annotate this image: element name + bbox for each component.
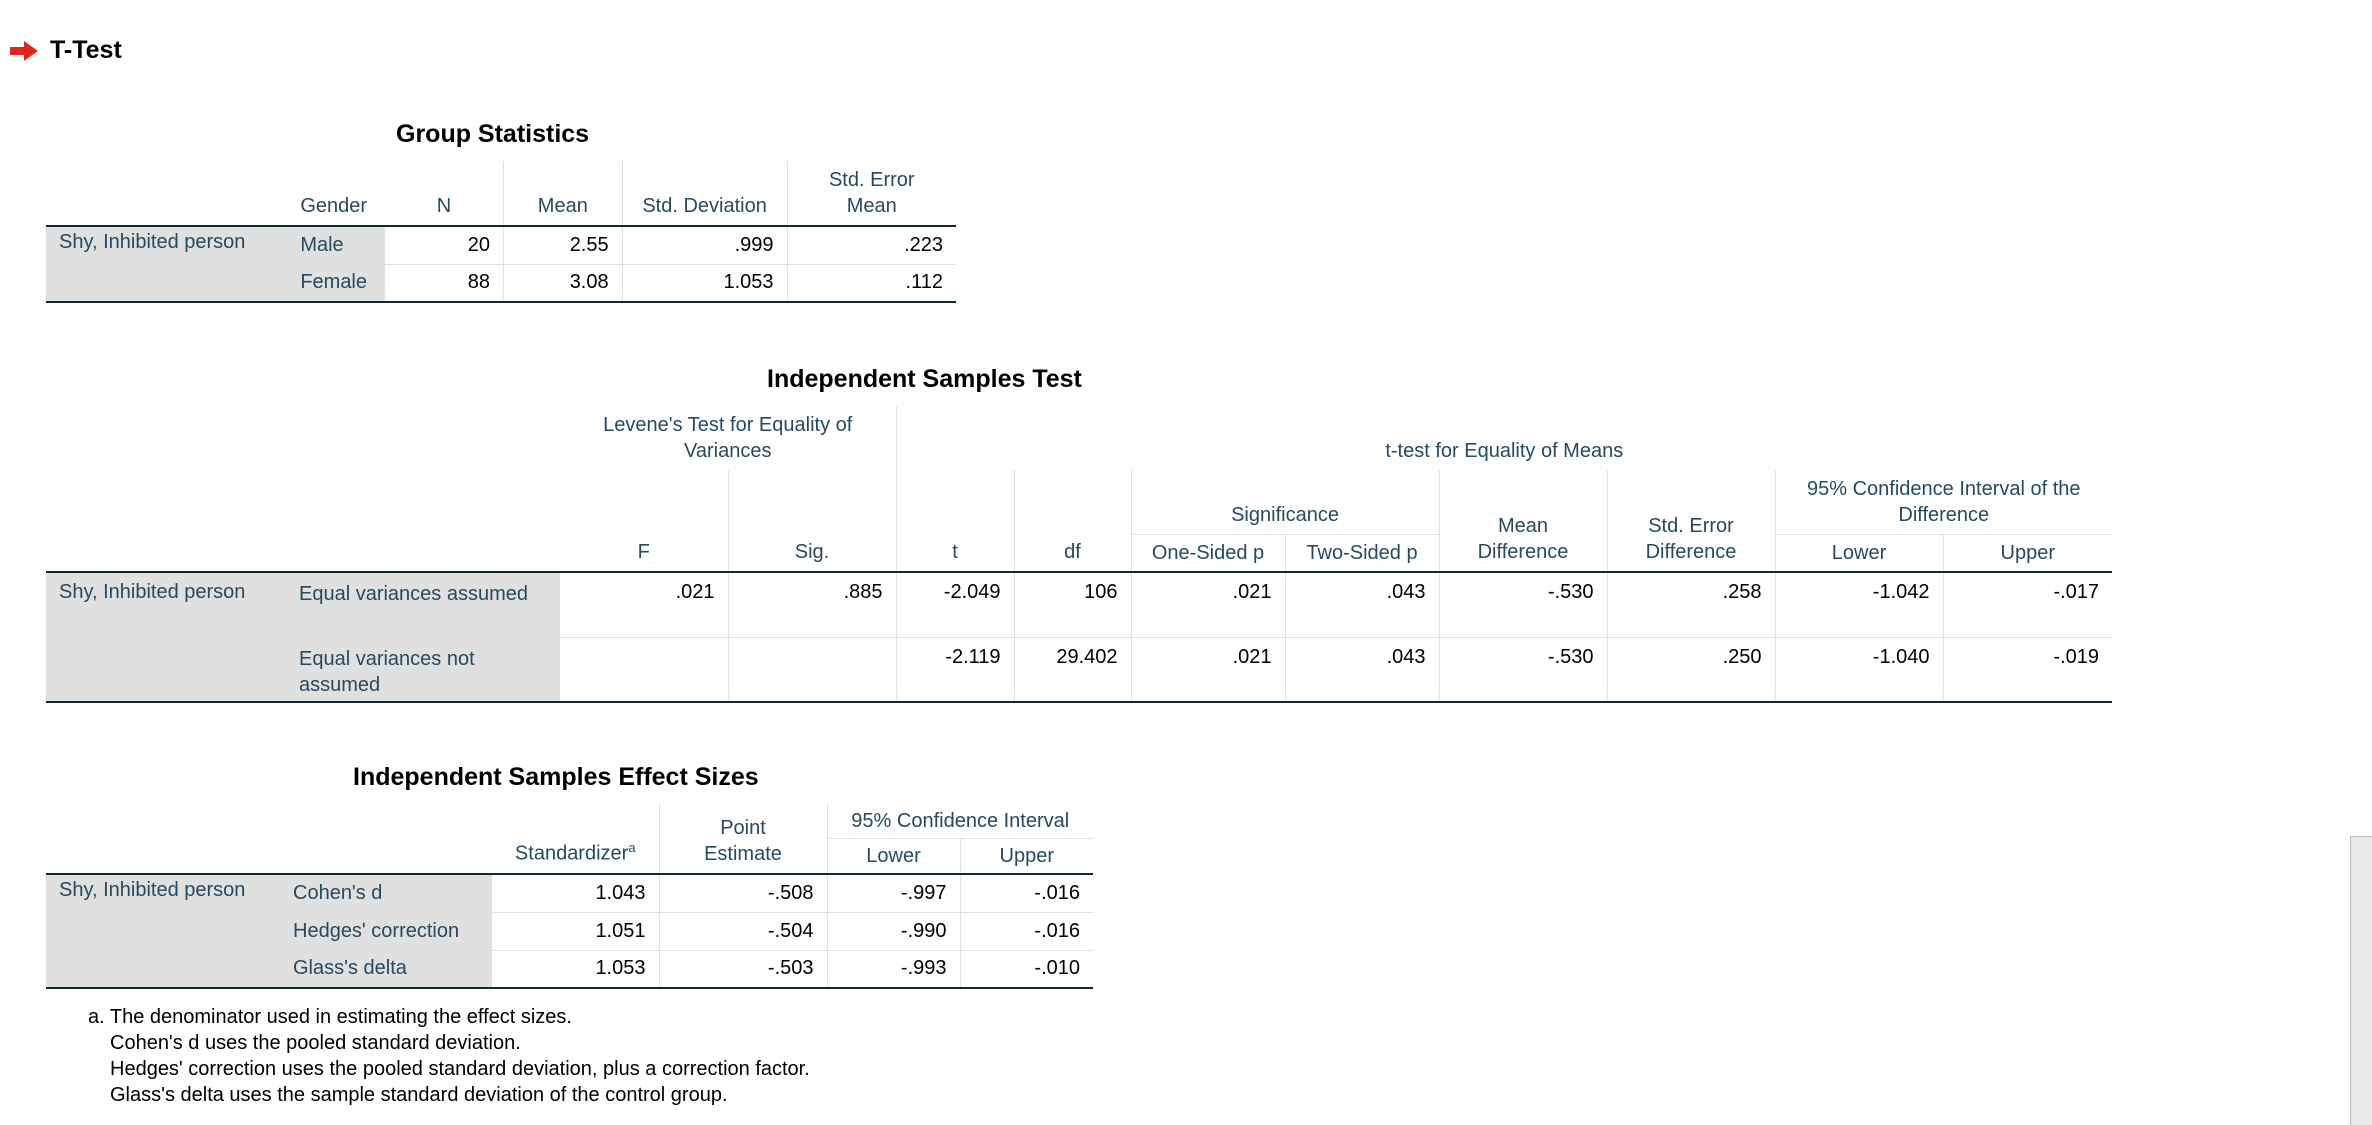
footnote-line: Hedges' correction uses the pooled standard deviation, plus a correction factor.	[110, 1058, 810, 1080]
f-value[interactable]: .021	[560, 572, 728, 637]
point-estimate-value[interactable]: -.504	[659, 912, 827, 950]
footnote-line: Glass's delta uses the sample standard deviation of the control group.	[110, 1084, 728, 1106]
ci-upper-value[interactable]: -.016	[960, 874, 1093, 912]
variable-label: Shy, Inhibited person	[46, 874, 280, 988]
standardizer-value[interactable]: 1.053	[595, 957, 646, 980]
independent-samples-test-table[interactable]	[46, 406, 2112, 703]
ci-lower-value[interactable]: -.990	[827, 912, 960, 950]
output-heading[interactable]	[10, 36, 122, 65]
group-statistics-table[interactable]	[46, 161, 956, 303]
std-deviation-header: Std. Deviation	[622, 161, 787, 226]
df-value[interactable]: 106	[1014, 572, 1131, 637]
effect-sizes-title: Independent Samples Effect Sizes	[353, 763, 759, 791]
n-value[interactable]: 20	[385, 226, 504, 264]
sig-value[interactable]	[728, 637, 896, 702]
se-value[interactable]: .112	[787, 264, 956, 302]
t-test-header: t-test for Equality of Means	[1385, 440, 1624, 462]
two-sided-p-header: Two-Sided p	[1285, 534, 1439, 572]
effect-sizes-table[interactable]	[46, 804, 1093, 989]
upper-header: Upper	[999, 844, 1054, 867]
point-estimate-header: Point Estimate	[659, 804, 827, 874]
standardizer-value[interactable]: 1.051	[492, 912, 659, 950]
independent-samples-test-title: Independent Samples Test	[767, 365, 1082, 393]
row-label-cohens-d: Cohen's d	[280, 874, 492, 912]
group-label-male: Male	[287, 226, 385, 264]
mean-value[interactable]: 2.55	[503, 226, 622, 264]
se-value[interactable]: .223	[787, 226, 956, 264]
df-header: df	[1014, 470, 1131, 572]
row-label-equal-variances-assumed: Equal variances assumed	[286, 572, 560, 637]
lower-header: Lower	[1775, 534, 1943, 572]
red-arrow-icon	[10, 41, 38, 61]
df-value[interactable]: 29.402	[1014, 637, 1131, 702]
sd-value[interactable]: 1.053	[622, 264, 787, 302]
significance-header: Significance	[1131, 470, 1439, 534]
f-value[interactable]	[560, 637, 728, 702]
f-header: F	[560, 470, 728, 572]
sig-value[interactable]: .885	[728, 572, 896, 637]
empty-corner	[46, 804, 492, 874]
vertical-scrollbar[interactable]	[2350, 836, 2372, 1125]
mean-difference-header: Mean Difference	[1439, 470, 1607, 572]
lower-header: Lower	[827, 838, 960, 874]
sd-value[interactable]: .999	[622, 226, 787, 264]
point-estimate-value[interactable]: -.508	[659, 874, 827, 912]
one-sided-p-value[interactable]: .021	[1131, 572, 1285, 637]
empty-corner	[46, 161, 287, 226]
n-value[interactable]: 88	[385, 264, 504, 302]
gender-header: Gender	[300, 195, 368, 217]
n-header: N	[385, 161, 504, 226]
heading-title: T-Test	[50, 36, 122, 64]
ci-upper-value[interactable]: -.019	[1943, 637, 2112, 702]
ci-lower-value[interactable]: -.993	[827, 950, 960, 988]
mean-difference-value[interactable]: -.530	[1439, 637, 1607, 702]
row-label-glass-delta: Glass's delta	[280, 950, 492, 988]
std-error-mean-header: Std. Error Mean	[828, 169, 915, 217]
group-label-female: Female	[287, 264, 385, 302]
row-label-equal-variances-not-assumed: Equal variances not assumed	[286, 637, 560, 702]
ci-upper-value[interactable]: -.017	[1943, 572, 2112, 637]
standardizer-header: Standardizer$^a$	[492, 804, 659, 874]
standardizer-value[interactable]: 1.043	[492, 874, 659, 912]
upper-header: Upper	[2000, 541, 2056, 564]
two-sided-p-value[interactable]: .043	[1285, 637, 1439, 702]
mean-header: Mean	[503, 161, 622, 226]
t-value[interactable]: -2.049	[896, 572, 1014, 637]
sig-header: Sig.	[728, 470, 896, 572]
ci-lower-value[interactable]: -.997	[827, 874, 960, 912]
ci-lower-value[interactable]: -1.040	[1775, 637, 1943, 702]
ci-upper-value[interactable]: -.010	[960, 950, 1093, 988]
footnote-line: a. The denominator used in estimating the effect sizes.	[88, 1006, 572, 1028]
effect-sizes-footnote	[88, 1004, 810, 1108]
footnote-marker: a	[628, 840, 636, 856]
confidence-interval-header: 95% Confidence Interval of the Difference	[1775, 470, 2112, 534]
levene-test-header: Levene's Test for Equality of Variances	[560, 406, 896, 470]
variable-label: Shy, Inhibited person	[46, 226, 287, 302]
ci-lower-value[interactable]: -1.042	[1775, 572, 1943, 637]
one-sided-p-header: One-Sided p	[1131, 534, 1285, 572]
t-header: t	[896, 470, 1014, 572]
ci-upper-value[interactable]: -.016	[960, 912, 1093, 950]
t-value[interactable]: -2.119	[896, 637, 1014, 702]
std-error-difference-value[interactable]: .258	[1607, 572, 1775, 637]
mean-difference-value[interactable]: -.530	[1439, 572, 1607, 637]
empty-corner	[46, 406, 560, 572]
confidence-interval-header: 95% Confidence Interval	[827, 804, 1093, 838]
mean-value[interactable]: 3.08	[503, 264, 622, 302]
std-error-difference-header: Std. Error Difference	[1607, 470, 1775, 572]
one-sided-p-value[interactable]: .021	[1131, 637, 1285, 702]
two-sided-p-value[interactable]: .043	[1285, 572, 1439, 637]
footnote-line: Cohen's d uses the pooled standard deviation.	[110, 1032, 521, 1054]
group-statistics-title: Group Statistics	[396, 120, 590, 148]
point-estimate-value[interactable]: -.503	[659, 950, 827, 988]
std-error-difference-value[interactable]: .250	[1607, 637, 1775, 702]
variable-label: Shy, Inhibited person	[46, 572, 286, 702]
row-label-hedges-correction: Hedges' correction	[280, 912, 492, 950]
